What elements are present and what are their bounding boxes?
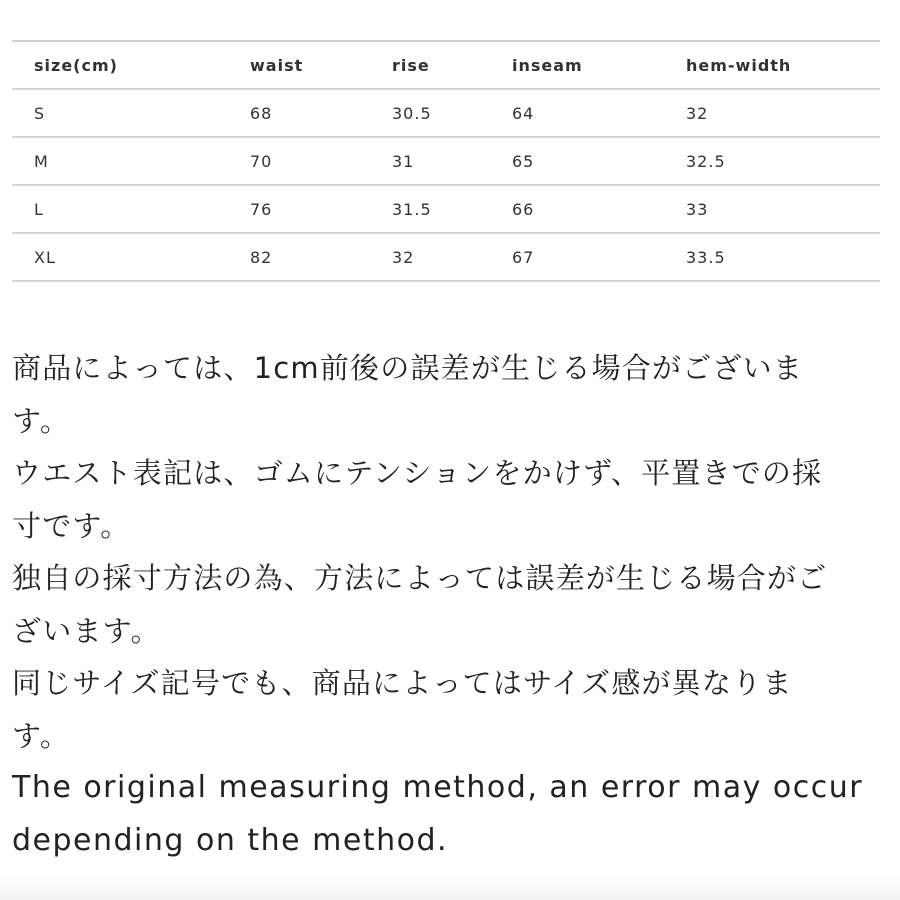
note-line-english: depending on the method. bbox=[12, 822, 449, 858]
size-chart-table bbox=[12, 40, 880, 282]
cell-inseam: 66 bbox=[512, 199, 535, 219]
cell-inseam: 65 bbox=[512, 151, 535, 171]
cell-waist: 68 bbox=[250, 103, 273, 123]
bottom-edge-shadow bbox=[0, 876, 900, 900]
note-line: す。 bbox=[12, 718, 71, 753]
cell-size: L bbox=[34, 199, 44, 219]
cell-waist: 70 bbox=[250, 151, 273, 171]
table-row bbox=[12, 137, 880, 185]
cell-hem-width: 33.5 bbox=[686, 247, 726, 267]
table-header-row bbox=[12, 41, 880, 89]
cell-hem-width: 32.5 bbox=[686, 151, 726, 171]
cell-rise: 31 bbox=[392, 151, 415, 171]
size-notes bbox=[12, 342, 882, 867]
cell-rise: 32 bbox=[392, 247, 415, 267]
note-line: 独自の採寸方法の為、方法によっては誤差が生じる場合がご bbox=[12, 561, 828, 595]
note-line: 同じサイズ記号でも、商品によってはサイズ感が異なりま bbox=[12, 666, 793, 700]
header-hem-width: hem-width bbox=[686, 55, 792, 75]
table-row bbox=[12, 233, 880, 281]
cell-waist: 82 bbox=[250, 247, 273, 267]
note-line-english: The original measuring method, an error may occur bbox=[12, 770, 864, 805]
header-size: size(cm) bbox=[34, 55, 118, 75]
cell-rise: 31.5 bbox=[392, 199, 432, 219]
note-line: す。 bbox=[12, 403, 71, 438]
note-line: 商品によっては、1cm前後の誤差が生じる場合がございま bbox=[12, 351, 804, 385]
note-line: ウエスト表記は、ゴムにテンションをかけず、平置きでの採 bbox=[12, 456, 823, 490]
cell-inseam: 64 bbox=[512, 103, 535, 123]
table-row bbox=[12, 89, 880, 137]
cell-hem-width: 33 bbox=[686, 199, 709, 219]
cell-hem-width: 32 bbox=[686, 103, 709, 123]
cell-rise: 30.5 bbox=[392, 103, 432, 123]
table-row bbox=[12, 185, 880, 233]
cell-waist: 76 bbox=[250, 199, 273, 219]
cell-size: S bbox=[34, 103, 46, 123]
cell-inseam: 67 bbox=[512, 247, 535, 267]
header-rise: rise bbox=[392, 55, 430, 75]
header-waist: waist bbox=[250, 55, 304, 75]
note-line: ざいます。 bbox=[12, 613, 161, 648]
cell-size: XL bbox=[34, 247, 56, 267]
cell-size: M bbox=[34, 151, 49, 171]
note-line: 寸です。 bbox=[12, 508, 131, 543]
header-inseam: inseam bbox=[512, 55, 583, 75]
